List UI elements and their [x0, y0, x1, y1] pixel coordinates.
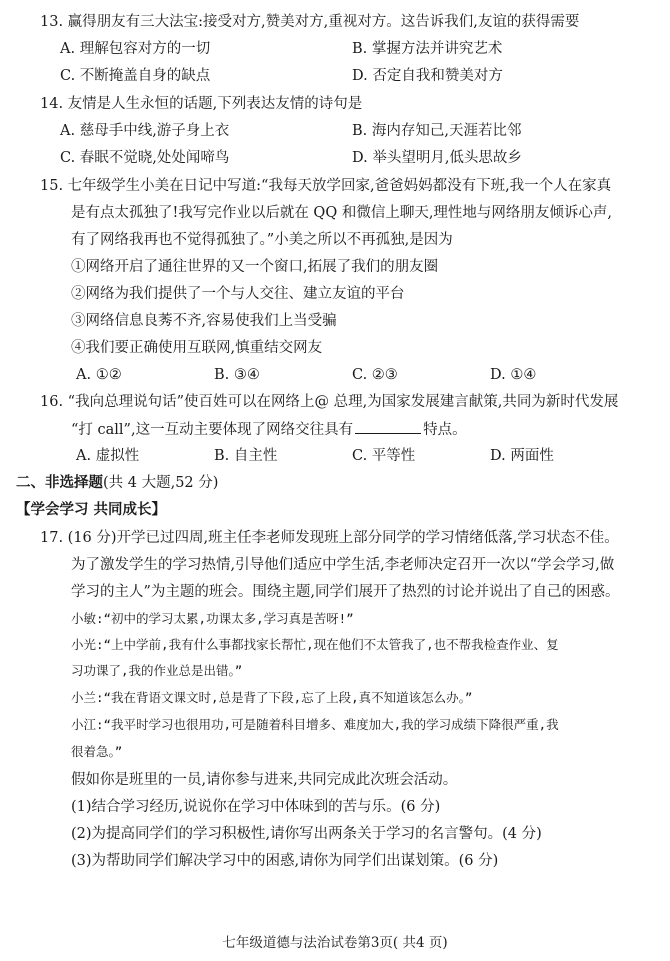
q17-xiaoguang-1: 小光:“上中学前,我有什么事都找家长帮忙,现在他们不太管我了,也不帮我检查作业、复 — [71, 637, 559, 652]
q16-line-2-end: 特点。 — [423, 422, 467, 438]
q13-option-b: B. 掌握方法并讲究艺术 — [352, 41, 503, 57]
q17-xiaomin: 小敏:“初中的学习太累,功课太多,学习真是苦呀!” — [71, 611, 354, 626]
q15-item-2: ②网络为我们提供了一个与人交往、建立友谊的平台 — [71, 286, 405, 302]
q15-option-d: D. ①④ — [490, 367, 537, 383]
q17-intro: 假如你是班里的一员,请你参与进来,共同完成此次班会活动。 — [71, 772, 458, 788]
q16-line-1: 16. “我向总理说句话”使百姓可以在网络上@ 总理,为国家发展建言献策,共同为新时代发展 — [40, 394, 619, 410]
q17-sub-3: (3)为帮助同学们解决学习中的困惑,请你为同学们出谋划策。(6 分) — [71, 853, 499, 869]
q17-xiaoguang-2: 习功课了,我的作业总是出错。” — [71, 663, 243, 678]
q15-line-3: 有了网络我再也不觉得孤独了。”小美之所以不再孤独,是因为 — [71, 232, 453, 248]
q15-option-a: A. ①② — [76, 367, 122, 383]
subsection-title: 【学会学习 共同成长】 — [16, 501, 167, 518]
q14-option-c: C. 春眠不觉晓,处处闻啼鸟 — [60, 150, 230, 166]
q14-option-a: A. 慈母手中线,游子身上衣 — [60, 123, 230, 139]
section-heading — [16, 474, 218, 492]
answer-blank — [355, 420, 421, 434]
q15-item-1: ①网络开启了通往世界的又一个窗口,拓展了我们的朋友圈 — [71, 259, 439, 275]
section-title: 二、非选择题 — [16, 474, 103, 491]
q17-line-3: 学习的主人”为主题的班会。围绕主题,同学们展开了热烈的讨论并说出了自己的困惑。 — [71, 584, 620, 600]
q17-xiaolan: 小兰:“我在背语文课文时,总是背了下段,忘了上段,真不知道该怎么办。” — [71, 690, 473, 705]
q16-option-b: B. 自主性 — [214, 448, 278, 464]
q16-option-d: D. 两面性 — [490, 448, 554, 464]
q17-line-2: 为了激发学生的学习热情,引导他们适应中学生活,李老师决定召开一次以“学会学习,做 — [71, 557, 615, 573]
q14-option-d: D. 举头望明月,低头思故乡 — [352, 150, 522, 166]
q13-option-d: D. 否定自我和赞美对方 — [352, 68, 503, 84]
q17-sub-1: (1)结合学习经历,说说你在学习中体味到的苦与乐。(6 分) — [71, 799, 441, 815]
q15-option-b: B. ③④ — [214, 367, 260, 383]
q14-stem: 14. 友情是人生永恒的话题,下列表达友情的诗句是 — [40, 96, 363, 112]
q17-xiaojiang-1: 小江:“我平时学习也很用功,可是随着科目增多、难度加大,我的学习成绩下降很严重,我 — [71, 717, 559, 732]
q15-line-2: 是有点太孤独了!我写完作业以后就在 QQ 和微信上聊天,理性地与网络朋友倾诉心声, — [71, 205, 613, 221]
page-footer: 七年级道德与法治试卷第3页( 共4 页) — [222, 935, 448, 951]
q14-option-b: B. 海内存知己,天涯若比邻 — [352, 123, 522, 139]
q15-item-3: ③网络信息良莠不齐,容易使我们上当受骗 — [71, 313, 337, 329]
section-note: (共 4 大题,52 分) — [103, 475, 219, 491]
q13-stem: 13. 赢得朋友有三大法宝:接受对方,赞美对方,重视对方。这告诉我们,友谊的获得需要 — [40, 14, 580, 30]
q15-item-4: ④我们要正确使用互联网,慎重结交网友 — [71, 340, 323, 356]
q17-xiaojiang-2: 很着急。” — [71, 744, 123, 759]
q16-line-2 — [71, 420, 467, 439]
q17-line-1: 17. (16 分)开学已过四周,班主任李老师发现班上部分同学的学习情绪低落,学习状态不佳。 — [40, 530, 619, 546]
q15-option-c: C. ②③ — [352, 367, 398, 383]
q16-line-2-text: “打 call”,这一互动主要体现了网络交往具有 — [71, 422, 354, 438]
q13-option-c: C. 不断掩盖自身的缺点 — [60, 68, 211, 84]
q16-option-a: A. 虚拟性 — [76, 448, 140, 464]
q15-line-1: 15. 七年级学生小美在日记中写道:“我每天放学回家,爸爸妈妈都没有下班,我一个人在家真 — [40, 178, 612, 194]
q17-sub-2: (2)为提高同学们的学习积极性,请你写出两条关于学习的名言警句。(4 分) — [71, 826, 542, 842]
q13-option-a: A. 理解包容对方的一切 — [60, 41, 211, 57]
q16-option-c: C. 平等性 — [352, 448, 416, 464]
